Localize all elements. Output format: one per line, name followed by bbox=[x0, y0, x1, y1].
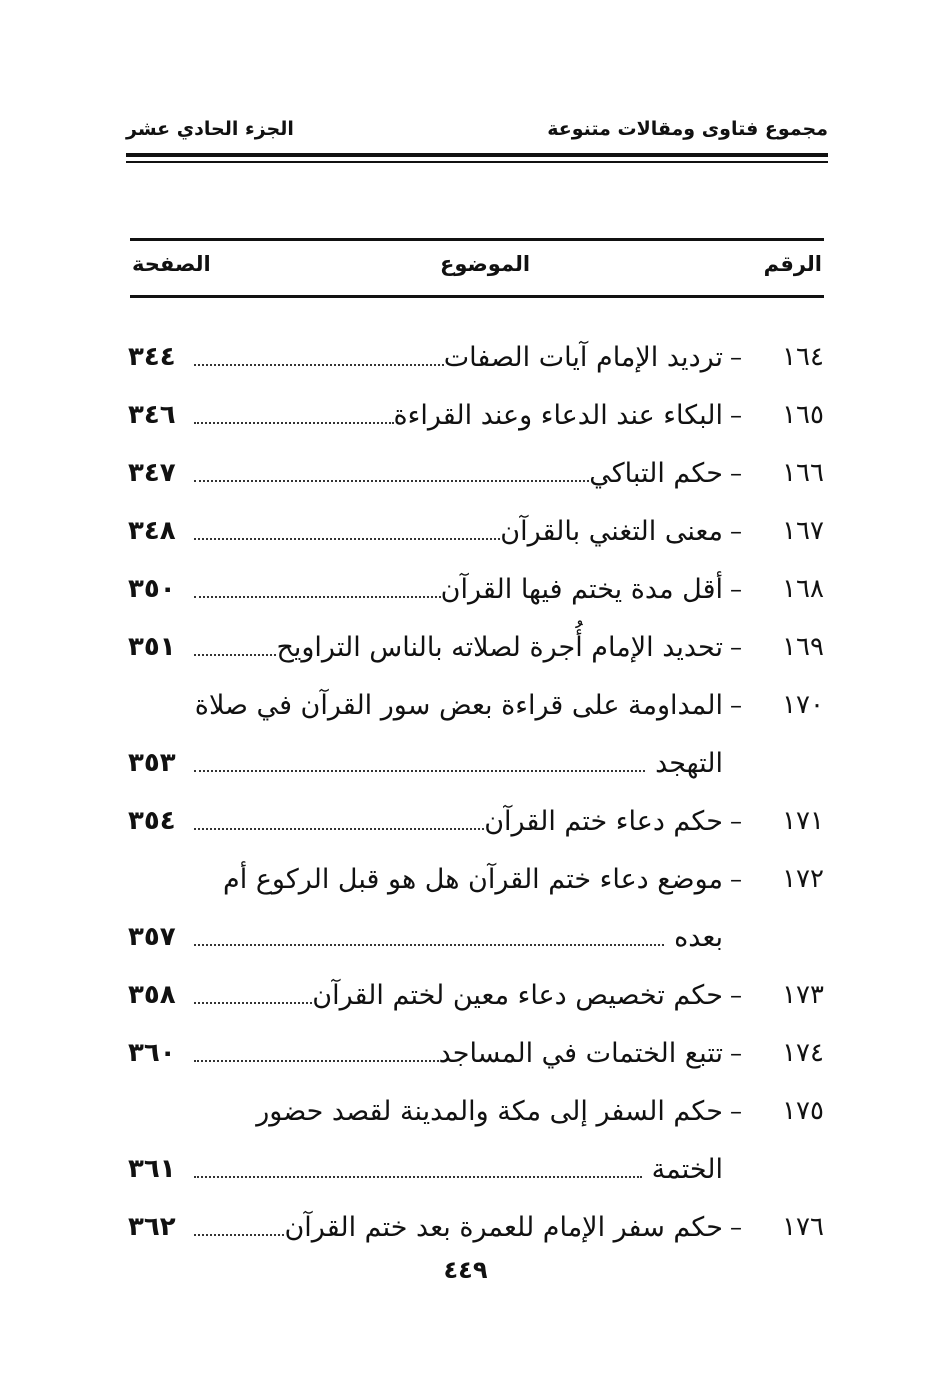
entry-dash: – bbox=[730, 1097, 742, 1125]
dot-leader bbox=[194, 538, 500, 540]
entry-page-number: ٣٥٣ bbox=[128, 748, 176, 778]
entry-dash: – bbox=[730, 1213, 742, 1241]
toc-entry bbox=[128, 1082, 824, 1198]
entry-title-continued: التهجد bbox=[655, 747, 723, 779]
entry-page-number: ٣٥١ bbox=[128, 632, 176, 662]
table-of-contents bbox=[128, 328, 824, 1256]
entry-title-continued: الختمة bbox=[651, 1153, 723, 1185]
column-header-topic: الموضوع bbox=[440, 252, 531, 276]
entry-number: ١٧٢ bbox=[782, 864, 824, 894]
dot-leader bbox=[194, 1176, 642, 1178]
entry-title: معنى التغني بالقرآن bbox=[500, 515, 723, 547]
dot-leader bbox=[194, 770, 645, 772]
entry-dash: – bbox=[730, 807, 742, 835]
entry-page-number: ٣٦٠ bbox=[128, 1038, 176, 1068]
dot-leader bbox=[194, 828, 484, 830]
toc-entry bbox=[128, 1198, 824, 1256]
dot-leader bbox=[194, 480, 589, 482]
header-rule-thin bbox=[126, 161, 828, 163]
entry-page-number: ٣٥٧ bbox=[128, 922, 176, 952]
entry-number: ١٧١ bbox=[782, 806, 824, 836]
entry-body bbox=[128, 560, 723, 618]
entry-page-number: ٣٥٨ bbox=[128, 980, 176, 1010]
entry-body bbox=[128, 444, 723, 502]
entry-title: ترديد الإمام آيات الصفات bbox=[443, 341, 723, 373]
entry-page-number: ٣٥٠ bbox=[128, 574, 176, 604]
entry-number: ١٦٩ bbox=[782, 632, 824, 662]
toc-entry bbox=[128, 386, 824, 444]
entry-title: تتبع الختمات في المساجد bbox=[438, 1037, 723, 1069]
toc-entry bbox=[128, 850, 824, 966]
entry-title: حكم سفر الإمام للعمرة بعد ختم القرآن bbox=[284, 1211, 723, 1243]
entry-dash: – bbox=[730, 691, 742, 719]
toc-entry bbox=[128, 1024, 824, 1082]
volume-label: الجزء الحادي عشر bbox=[126, 118, 294, 140]
entry-page-number: ٣٥٤ bbox=[128, 806, 176, 836]
entry-body bbox=[128, 502, 723, 560]
entry-number: ١٦٧ bbox=[782, 516, 824, 546]
series-title: مجموع فتاوى ومقالات متنوعة bbox=[547, 118, 828, 140]
entry-number: ١٧٠ bbox=[782, 690, 824, 720]
dot-leader bbox=[194, 1002, 312, 1004]
entry-dash: – bbox=[730, 401, 742, 429]
entry-page-number: ٣٤٧ bbox=[128, 458, 176, 488]
toc-entry bbox=[128, 676, 824, 792]
entry-body bbox=[128, 1198, 723, 1256]
toc-entry bbox=[128, 966, 824, 1024]
toc-entry bbox=[128, 502, 824, 560]
entry-title: حكم تخصيص دعاء معين لختم القرآن bbox=[312, 979, 723, 1011]
dot-leader bbox=[194, 596, 441, 598]
entry-title: أقل مدة يختم فيها القرآن bbox=[440, 573, 723, 605]
header-rule-thick bbox=[126, 153, 828, 157]
entry-dash: – bbox=[730, 343, 742, 371]
entry-dash: – bbox=[730, 981, 742, 1009]
entry-dash: – bbox=[730, 575, 742, 603]
dot-leader bbox=[194, 944, 664, 946]
entry-page-number: ٣٦١ bbox=[128, 1154, 176, 1184]
entry-dash: – bbox=[730, 517, 742, 545]
entry-dash: – bbox=[730, 633, 742, 661]
entry-number: ١٧٤ bbox=[782, 1038, 824, 1068]
toc-entry bbox=[128, 618, 824, 676]
dot-leader bbox=[194, 1060, 439, 1062]
running-header bbox=[126, 118, 828, 150]
toc-entry bbox=[128, 792, 824, 850]
entry-body bbox=[128, 328, 723, 386]
dot-leader bbox=[194, 364, 444, 366]
entry-number: ١٧٣ bbox=[782, 980, 824, 1010]
entry-title: موضع دعاء ختم القرآن هل هو قبل الركوع أم bbox=[223, 863, 723, 895]
column-header-number: الرقم bbox=[763, 252, 822, 276]
column-header-page: الصفحة bbox=[132, 252, 211, 276]
entry-number: ١٧٥ bbox=[782, 1096, 824, 1126]
entry-title-continued: بعده bbox=[674, 921, 723, 953]
entry-body bbox=[128, 1024, 723, 1082]
entry-page-number: ٣٦٢ bbox=[128, 1212, 176, 1242]
entry-number: ١٦٤ bbox=[782, 342, 824, 372]
entry-body bbox=[128, 618, 723, 676]
column-header-bottom-rule bbox=[130, 295, 824, 298]
toc-entry bbox=[128, 560, 824, 618]
entry-page-number: ٣٤٤ bbox=[128, 342, 176, 372]
entry-body bbox=[128, 1082, 723, 1198]
entry-number: ١٦٦ bbox=[782, 458, 824, 488]
entry-number: ١٦٨ bbox=[782, 574, 824, 604]
toc-entry bbox=[128, 328, 824, 386]
dot-leader bbox=[194, 1234, 284, 1236]
entry-dash: – bbox=[730, 459, 742, 487]
entry-body bbox=[128, 676, 723, 792]
entry-number: ١٧٦ bbox=[782, 1212, 824, 1242]
entry-dash: – bbox=[730, 1039, 742, 1067]
entry-body bbox=[128, 386, 723, 444]
entry-body bbox=[128, 850, 723, 966]
entry-title: حكم السفر إلى مكة والمدينة لقصد حضور bbox=[256, 1095, 723, 1127]
entry-body bbox=[128, 792, 723, 850]
entry-dash: – bbox=[730, 865, 742, 893]
page-number: ٤٤٩ bbox=[443, 1256, 488, 1284]
toc-entry bbox=[128, 444, 824, 502]
dot-leader bbox=[194, 654, 276, 656]
entry-title: البكاء عند الدعاء وعند القراءة bbox=[393, 399, 723, 431]
dot-leader bbox=[194, 422, 394, 424]
entry-title: حكم التباكي bbox=[589, 457, 723, 489]
entry-title: المداومة على قراءة بعض سور القرآن في صلاة bbox=[194, 689, 723, 721]
entry-title: حكم دعاء ختم القرآن bbox=[484, 805, 723, 837]
entry-body bbox=[128, 966, 723, 1024]
entry-number: ١٦٥ bbox=[782, 400, 824, 430]
column-header-top-rule bbox=[130, 238, 824, 241]
entry-title: تحديد الإمام أُجرة لصلاته بالناس التراويح bbox=[276, 631, 723, 663]
entry-page-number: ٣٤٨ bbox=[128, 516, 176, 546]
entry-page-number: ٣٤٦ bbox=[128, 400, 176, 430]
